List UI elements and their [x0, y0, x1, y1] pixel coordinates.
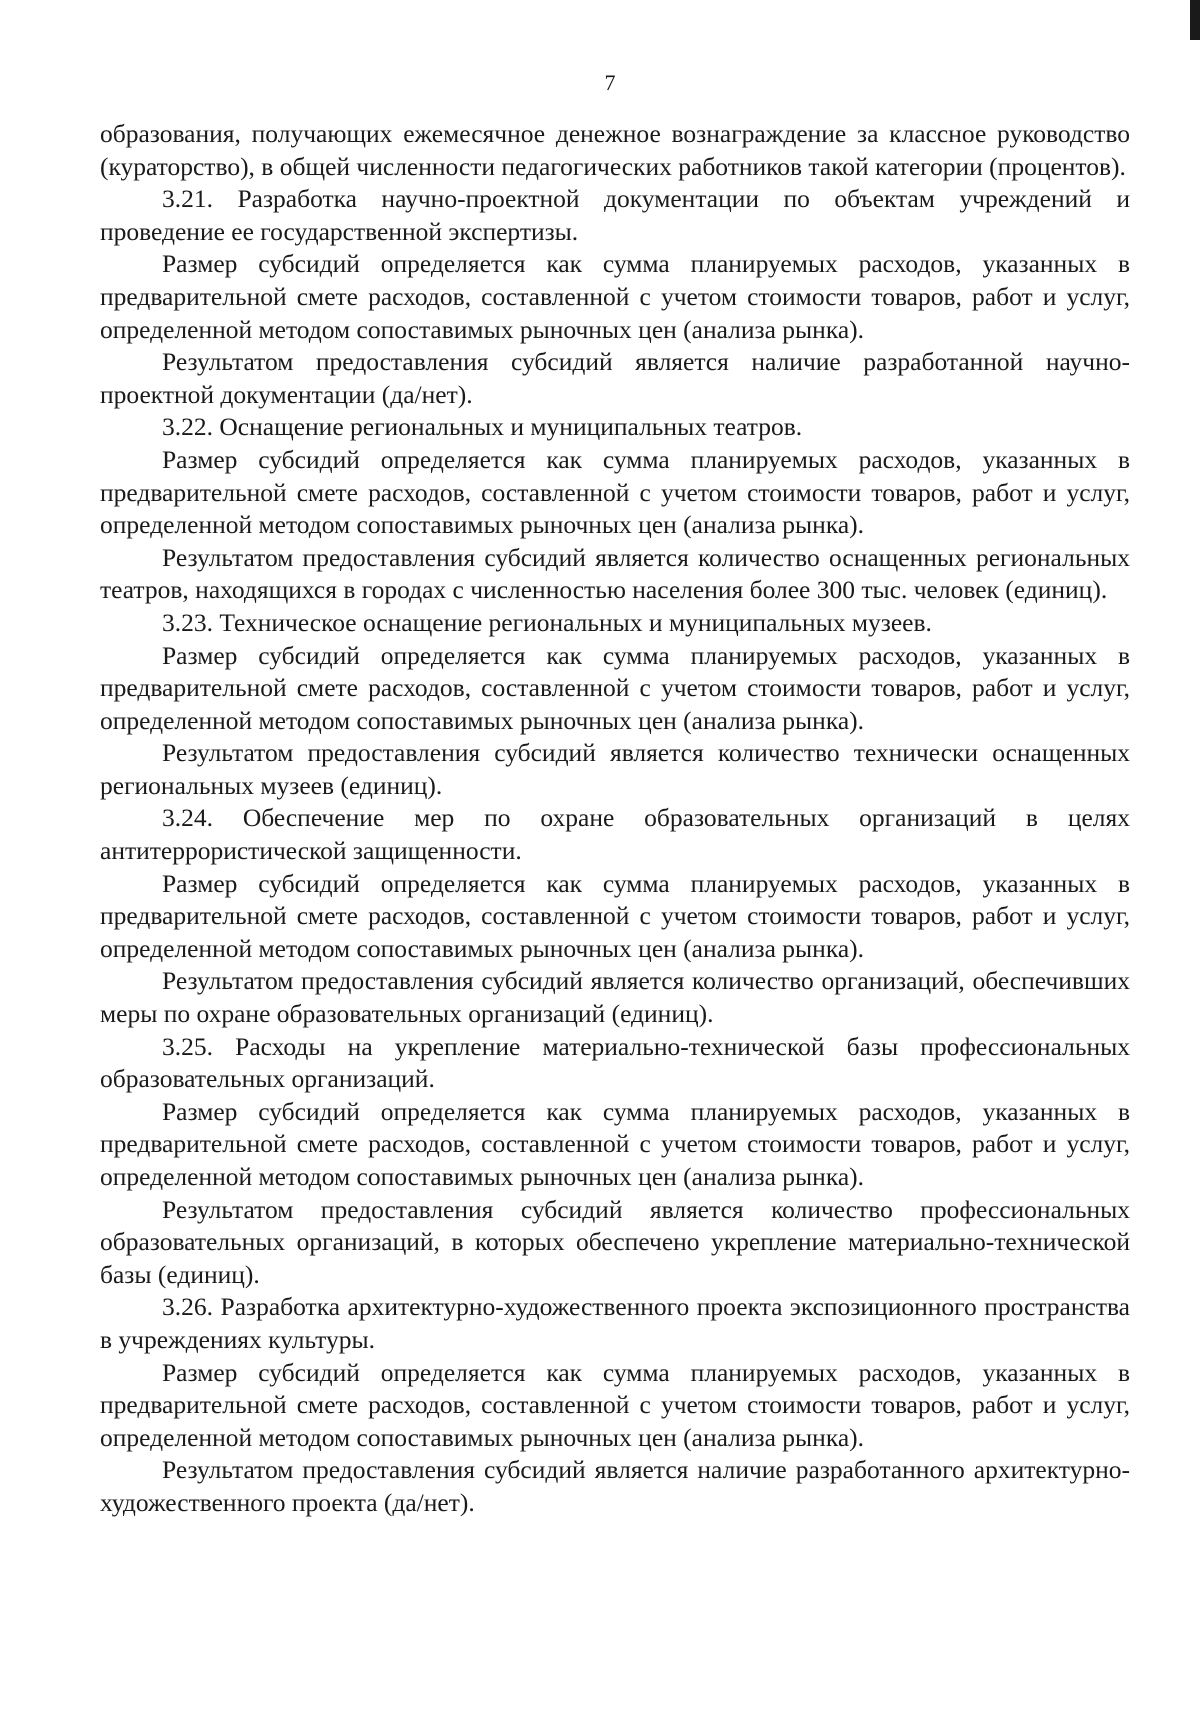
- scan-edge-mark: [1190, 0, 1200, 40]
- document-body: [100, 118, 1130, 1520]
- paragraph: Размер субсидий определяется как сумма планируемых расходов, указанных в предварительной смете расходов, составленной с учетом стоимости товаров, работ и услуг, определенной методом сопоставимых рыночных цен (анализа рынка).: [100, 868, 1130, 963]
- paragraph: Результатом предоставления субсидий является количество оснащенных региональных театров, находящихся в городах с численностью населения более 300 тыс. человек (единиц).: [100, 542, 1130, 605]
- paragraph: Размер субсидий определяется как сумма планируемых расходов, указанных в предварительной смете расходов, составленной с учетом стоимости товаров, работ и услуг, определенной методом сопоставимых рыночных цен (анализа рынка).: [100, 1357, 1130, 1452]
- paragraph: образования, получающих ежемесячное денежное вознаграждение за классное руководство (кураторство), в общей численности педагогических работников такой категории (процентов).: [100, 119, 1130, 181]
- paragraph: 3.22. Оснащение региональных и муниципальных театров.: [162, 412, 803, 442]
- paragraph: 3.24. Обеспечение мер по охране образовательных организаций в целях антитеррористической защищенности.: [100, 803, 1130, 866]
- paragraph: 3.23. Техническое оснащение региональных и муниципальных музеев.: [162, 607, 932, 637]
- paragraph: Результатом предоставления субсидий является количество организаций, обеспечивших меры по охране образовательных организаций (единиц).: [100, 966, 1130, 1029]
- paragraph: 3.26. Разработка архитектурно-художественного проекта экспозиционного пространства в учреждениях культуры.: [100, 1292, 1130, 1354]
- paragraph: Размер субсидий определяется как сумма планируемых расходов, указанных в предварительной смете расходов, составленной с учетом стоимости товаров, работ и услуг, определенной методом сопоставимых рыночных цен (анализа рынка).: [100, 249, 1130, 344]
- paragraph: Результатом предоставления субсидий является количество профессиональных образовательных организаций, в которых обеспечено укрепление материально-технической базы (единиц).: [100, 1194, 1130, 1289]
- paragraph: 3.25. Расходы на укрепление материально-технической базы профессиональных образовательных организаций.: [100, 1031, 1130, 1094]
- paragraph: 3.21. Разработка научно-проектной документации по объектам учреждений и проведение ее государственной экспертизы.: [100, 184, 1130, 246]
- paragraph: Результатом предоставления субсидий является наличие разработанной научно-проектной документации (да/нет).: [100, 347, 1130, 409]
- paragraph: Размер субсидий определяется как сумма планируемых расходов, указанных в предварительной смете расходов, составленной с учетом стоимости товаров, работ и услуг, определенной методом сопоставимых рыночных цен (анализа рынка).: [100, 1096, 1130, 1191]
- page-number: 7: [604, 70, 616, 95]
- paragraph: Результатом предоставления субсидий является наличие разработанного архитектурно-художественного проекта (да/нет).: [100, 1455, 1130, 1517]
- paragraph: Размер субсидий определяется как сумма планируемых расходов, указанных в предварительной смете расходов, составленной с учетом стоимости товаров, работ и услуг, определенной методом сопоставимых рыночных цен (анализа рынка).: [100, 444, 1130, 540]
- paragraph: Размер субсидий определяется как сумма планируемых расходов, указанных в предварительной смете расходов, составленной с учетом стоимости товаров, работ и услуг, определенной методом сопоставимых рыночных цен (анализа рынка).: [100, 640, 1130, 735]
- paragraph: Результатом предоставления субсидий является количество технически оснащенных региональных музеев (единиц).: [100, 738, 1130, 800]
